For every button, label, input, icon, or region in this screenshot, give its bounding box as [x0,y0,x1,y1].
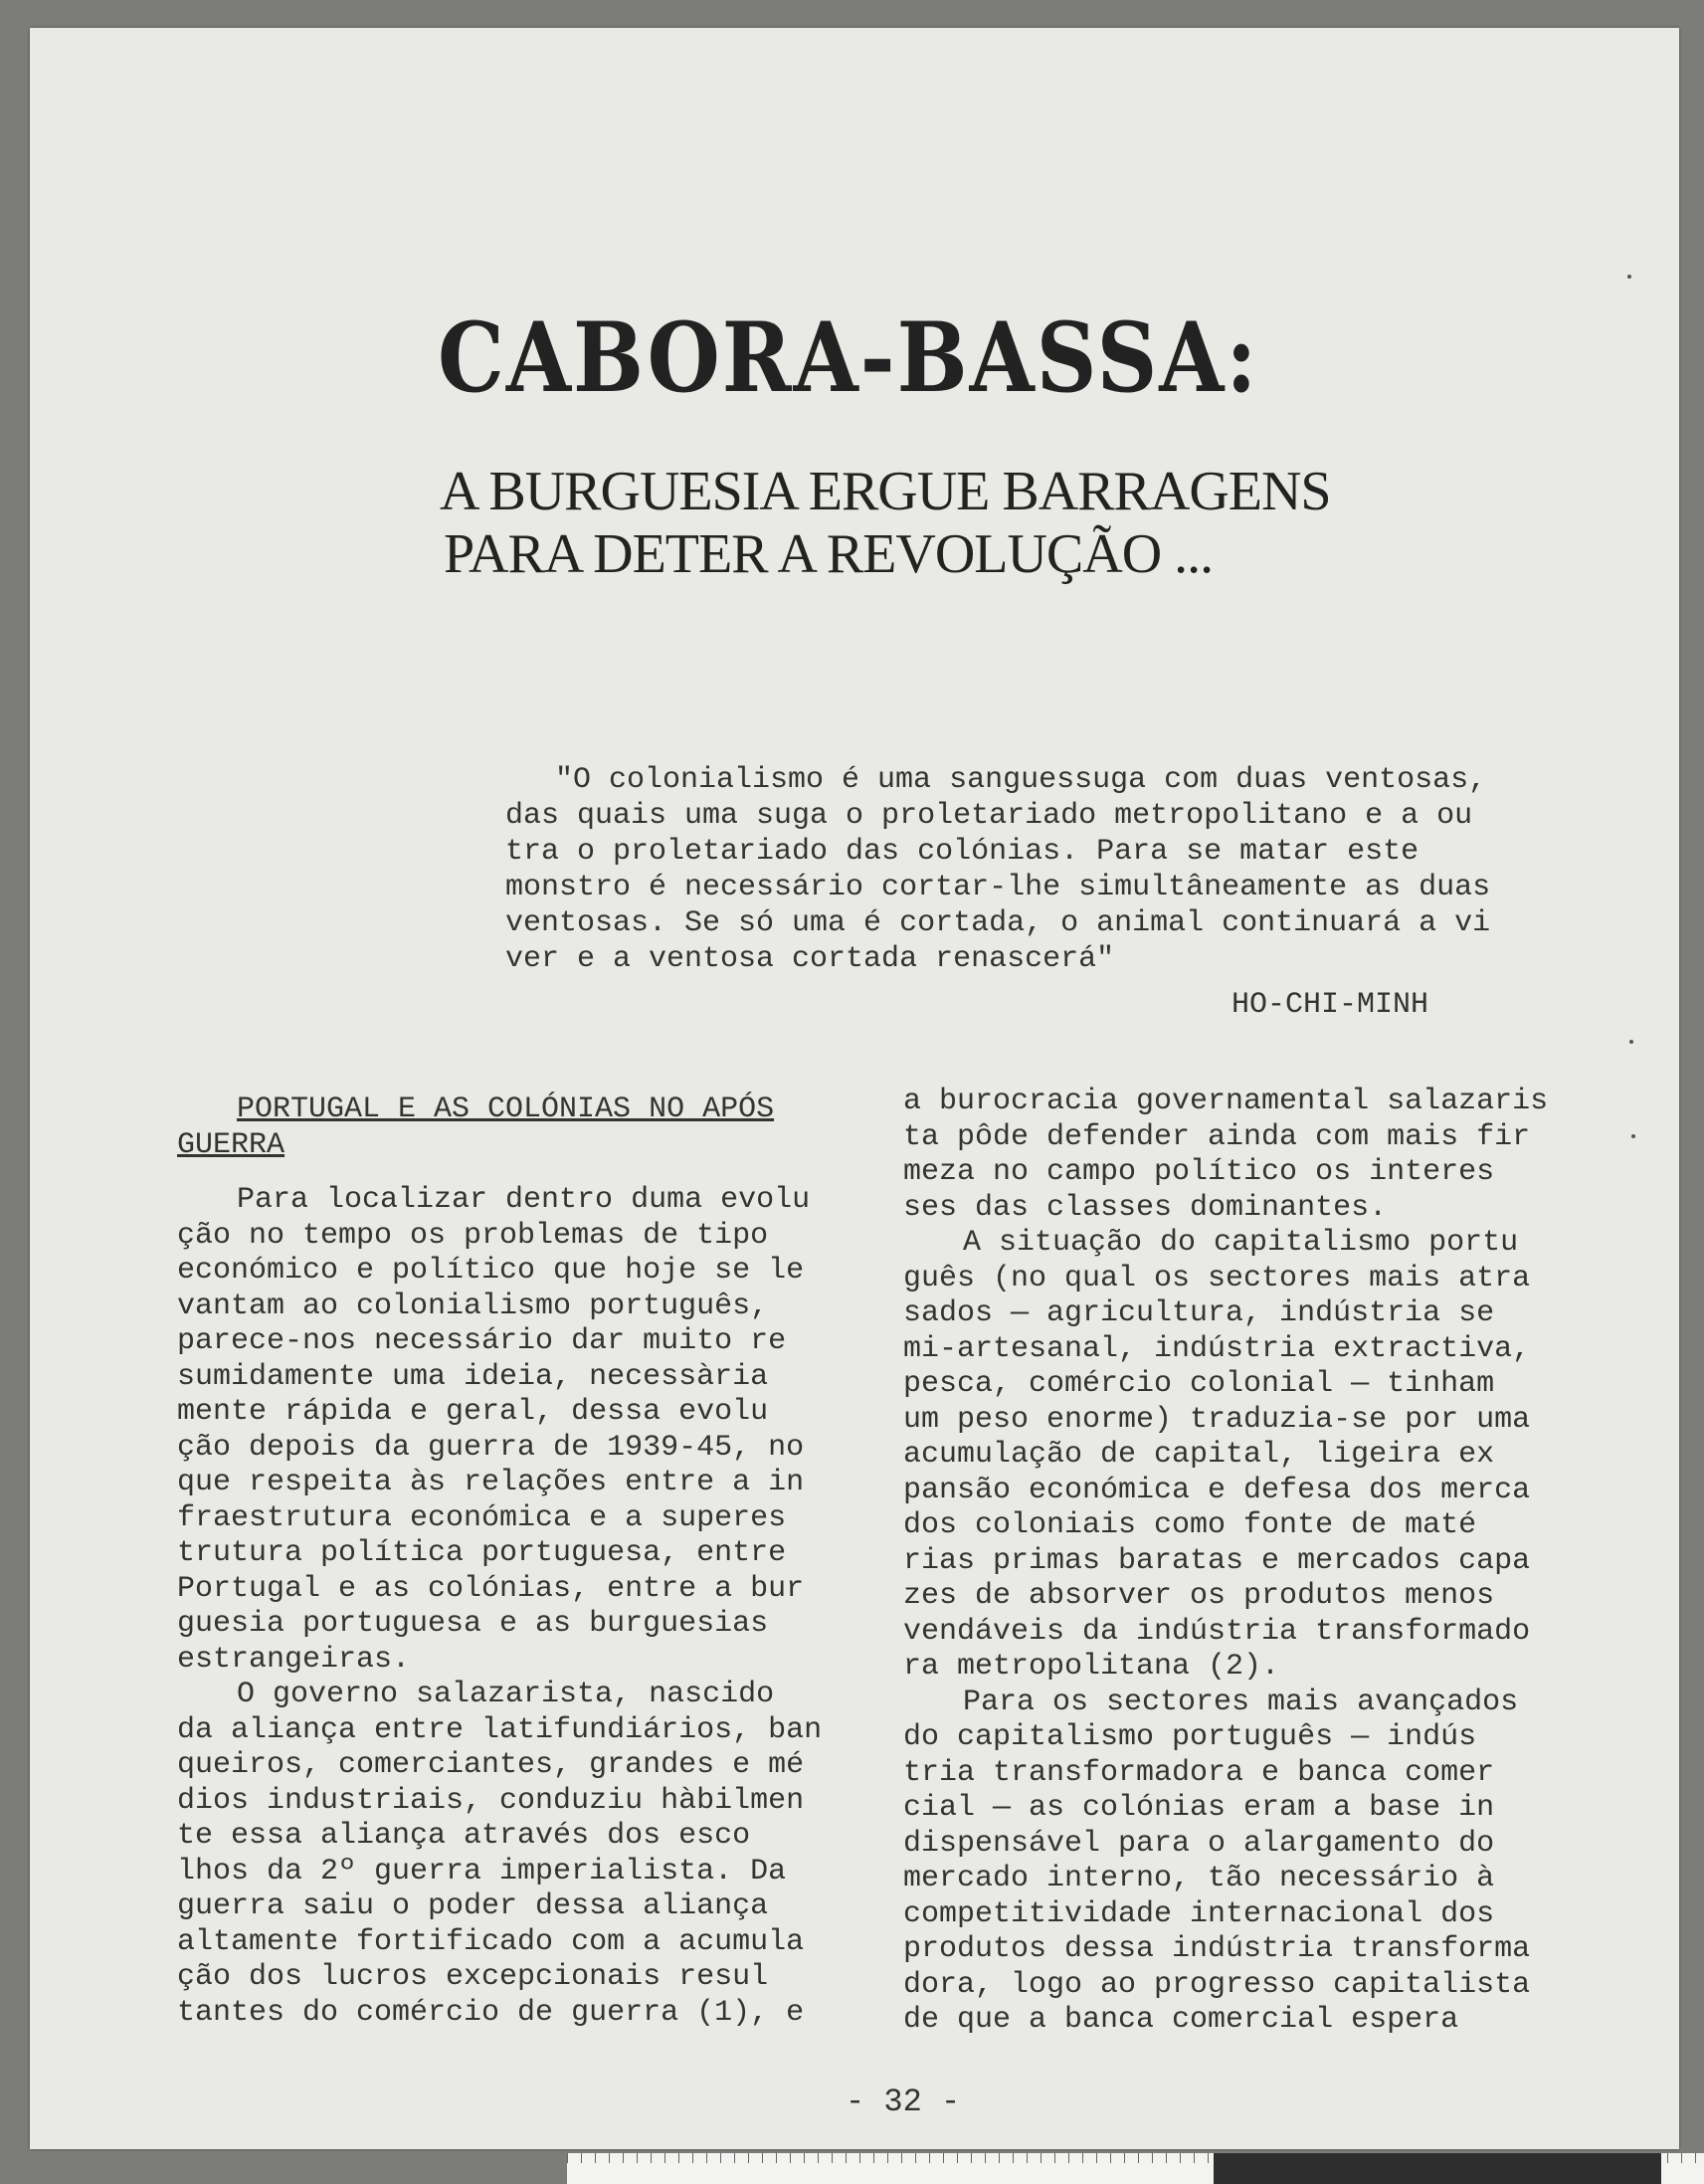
text-line: parece-nos necessário dar muito re [177,1324,787,1358]
page-number: - 32 - [846,2084,961,2120]
text-line: ção depois da guerra de 1939-45, no [177,1430,805,1465]
quote-author: HO-CHI-MINH [1231,988,1429,1022]
text-line: lhos da 2º guerra imperialista. Da [177,1854,787,1888]
text-line: O governo salazarista, nascido [237,1678,775,1711]
text-line: te essa aliança através dos esco [177,1819,751,1853]
quote-line: ver e a ventosa cortada renascerá" [505,942,1115,976]
text-line: tria transformadora e banca comer [903,1755,1495,1790]
text-line: pansão económica e defesa dos merca [903,1473,1531,1507]
quote-line: "O colonialismo é uma sanguessuga com duas ventosas, [555,763,1487,797]
text-line: altamente fortificado com a acumula [177,1924,805,1959]
text-line: pesca, comércio colonial — tinham [903,1367,1495,1401]
text-line: a burocracia governamental salazaris [903,1085,1549,1118]
text-line: ses das classes dominantes. [903,1190,1388,1225]
text-line: Portugal e as colónias, entre a bur [177,1571,805,1606]
margin-mark [1627,275,1631,279]
text-line: um peso enorme) traduzia-se por uma [903,1402,1531,1437]
right-column [903,1085,1619,2039]
text-line: tantes do comércio de guerra (1), e [177,1995,805,2030]
quote-line: tra o proletariado das colónias. Para se matar este [505,835,1420,869]
text-line: da aliança entre latifundiários, ban [177,1712,823,1747]
text-line: ra metropolitana (2). [903,1650,1280,1684]
text-line: produtos dessa indústria transforma [903,1932,1531,1966]
text-line: A situação do capitalismo portu [963,1226,1519,1260]
scale-ruler-black-segment [1214,2153,1661,2184]
text-line: que respeita às relações entre a in [177,1466,805,1499]
subtitle-line-1: A BURGUESIA ERGUE BARRAGENS [440,461,1331,522]
text-line: queiros, comerciantes, grandes e mé [177,1748,805,1782]
quote-line: monstro é necessário cortar-lhe simultâneamente as duas [505,871,1491,904]
text-line: Para os sectores mais avançados [963,1685,1519,1719]
text-line: guerra saiu o poder dessa aliança [177,1889,769,1923]
left-column [177,1092,893,2031]
text-line: dora, logo ao progresso capitalista [903,1967,1531,2002]
text-line: ção no tempo os problemas de tipo [177,1218,769,1253]
text-line: zes de absorver os produtos menos [903,1579,1495,1613]
text-line: ção dos lucros excepcionais resul [177,1960,769,1994]
text-line: cial — as colónias eram a base in [903,1791,1495,1825]
text-line: de que a banca comercial espera [903,2003,1459,2037]
text-line: dios industriais, conduziu hàbilmen [177,1783,805,1818]
text-line: mente rápida e geral, dessa evolu [177,1395,769,1429]
section-heading: PORTUGAL E AS COLÓNIAS NO APÓS [237,1092,775,1126]
text-line: trutura política portuguesa, entre [177,1536,787,1570]
text-line: vendáveis da indústria transformado [903,1614,1531,1649]
text-line: ta pôde defender ainda com mais fir [903,1119,1531,1154]
text-line: Para localizar dentro duma evolu [237,1183,811,1217]
text-line: competitividade internacional dos [903,1896,1495,1931]
text-line: do capitalismo português — indús [903,1720,1477,1754]
text-line: dos coloniais como fonte de maté [903,1508,1477,1542]
text-line: dispensável para o alargamento do [903,1826,1495,1861]
quote-line: ventosas. Se só uma é cortada, o animal continuará a vi [505,906,1491,940]
subtitle-line-2: PARA DETER A REVOLUÇÃO ... [444,523,1214,585]
text-line: meza no campo político os interes [903,1155,1495,1189]
text-line: mercado interno, tão necessário à [903,1862,1495,1895]
epigraph-quote [505,762,1649,977]
page-title: CABORA-BASSA: [438,300,1259,414]
text-line: estrangeiras. [177,1642,411,1677]
text-line: acumulação de capital, ligeira ex [903,1438,1495,1472]
text-line: sumidamente uma ideia, necessària [177,1359,769,1394]
margin-mark [1631,1134,1635,1138]
quote-line: das quais uma suga o proletariado metropolitano e a ou [505,799,1473,833]
text-line: mi-artesanal, indústria extractiva, [903,1331,1531,1366]
text-line: guesia portuguesa e as burguesias [177,1607,769,1641]
margin-mark [1629,1040,1633,1044]
text-line: vantam ao colonialismo português, [177,1289,769,1323]
text-line: rias primas baratas e mercados capa [903,1543,1531,1578]
text-line: sados — agricultura, indústria se [903,1296,1495,1330]
section-heading: GUERRA [177,1127,285,1162]
text-line: fraestrutura económica e a superes [177,1500,787,1535]
text-line: guês (no qual os sectores mais atra [903,1261,1531,1295]
text-line: económico e político que hoje se le [177,1254,805,1288]
